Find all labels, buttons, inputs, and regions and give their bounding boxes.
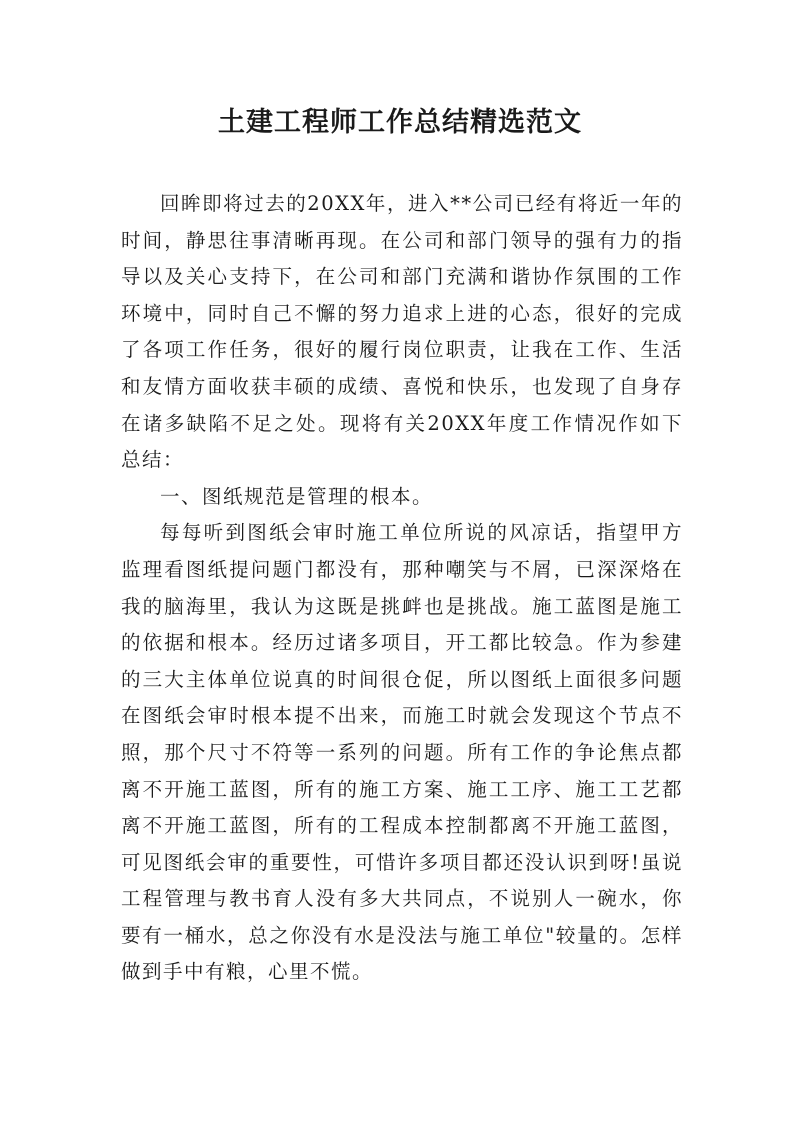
document-body: [121, 186, 683, 991]
body-paragraph: 每每听到图纸会审时施工单位所说的风凉话，指望甲方监理看图纸提问题门都没有，那种嘲笑与不屑，已深深烙在我的脑海里，我认为这既是挑衅也是挑战。施工蓝图是施工的依据和根本。经历过诸多项目，开工都比较急。作为参建的三大主体单位说真的时间很仓促，所以图纸上面很多问题在图纸会审时根本提不出来，而施工时就会发现这个节点不照，那个尺寸不符等一系列的问题。所有工作的争论焦点都离不开施工蓝图，所有的施工方案、施工工序、施工工艺都离不开施工蓝图，所有的工程成本控制都离不开施工蓝图，可见图纸会审的重要性，可惜许多项目都还没认识到呀!虽说工程管理与教书育人没有多大共同点，不说别人一碗水，你要有一桶水，总之你没有水是没法与施工单位"较量的。怎样做到手中有粮，心里不慌。: [121, 521, 683, 984]
section-heading: 一、图纸规范是管理的根本。: [160, 484, 434, 508]
document-title: 土建工程师工作总结精选范文: [218, 107, 582, 138]
intro-paragraph: 回眸即将过去的20XX年，进入**公司已经有将近一年的时间，静思往事清晰再现。在公司和部门领导的强有力的指导以及关心支持下，在公司和部门充满和谐协作氛围的工作环境中，同时自己不懈的努力追求上进的心态，很好的完成了各项工作任务，很好的履行岗位职责，让我在工作、生活和友情方面收获丰硕的成绩、喜悦和快乐，也发现了自身存在诸多缺陷不足之处。现将有关20XX年度工作情况作如下总结：: [121, 192, 683, 472]
